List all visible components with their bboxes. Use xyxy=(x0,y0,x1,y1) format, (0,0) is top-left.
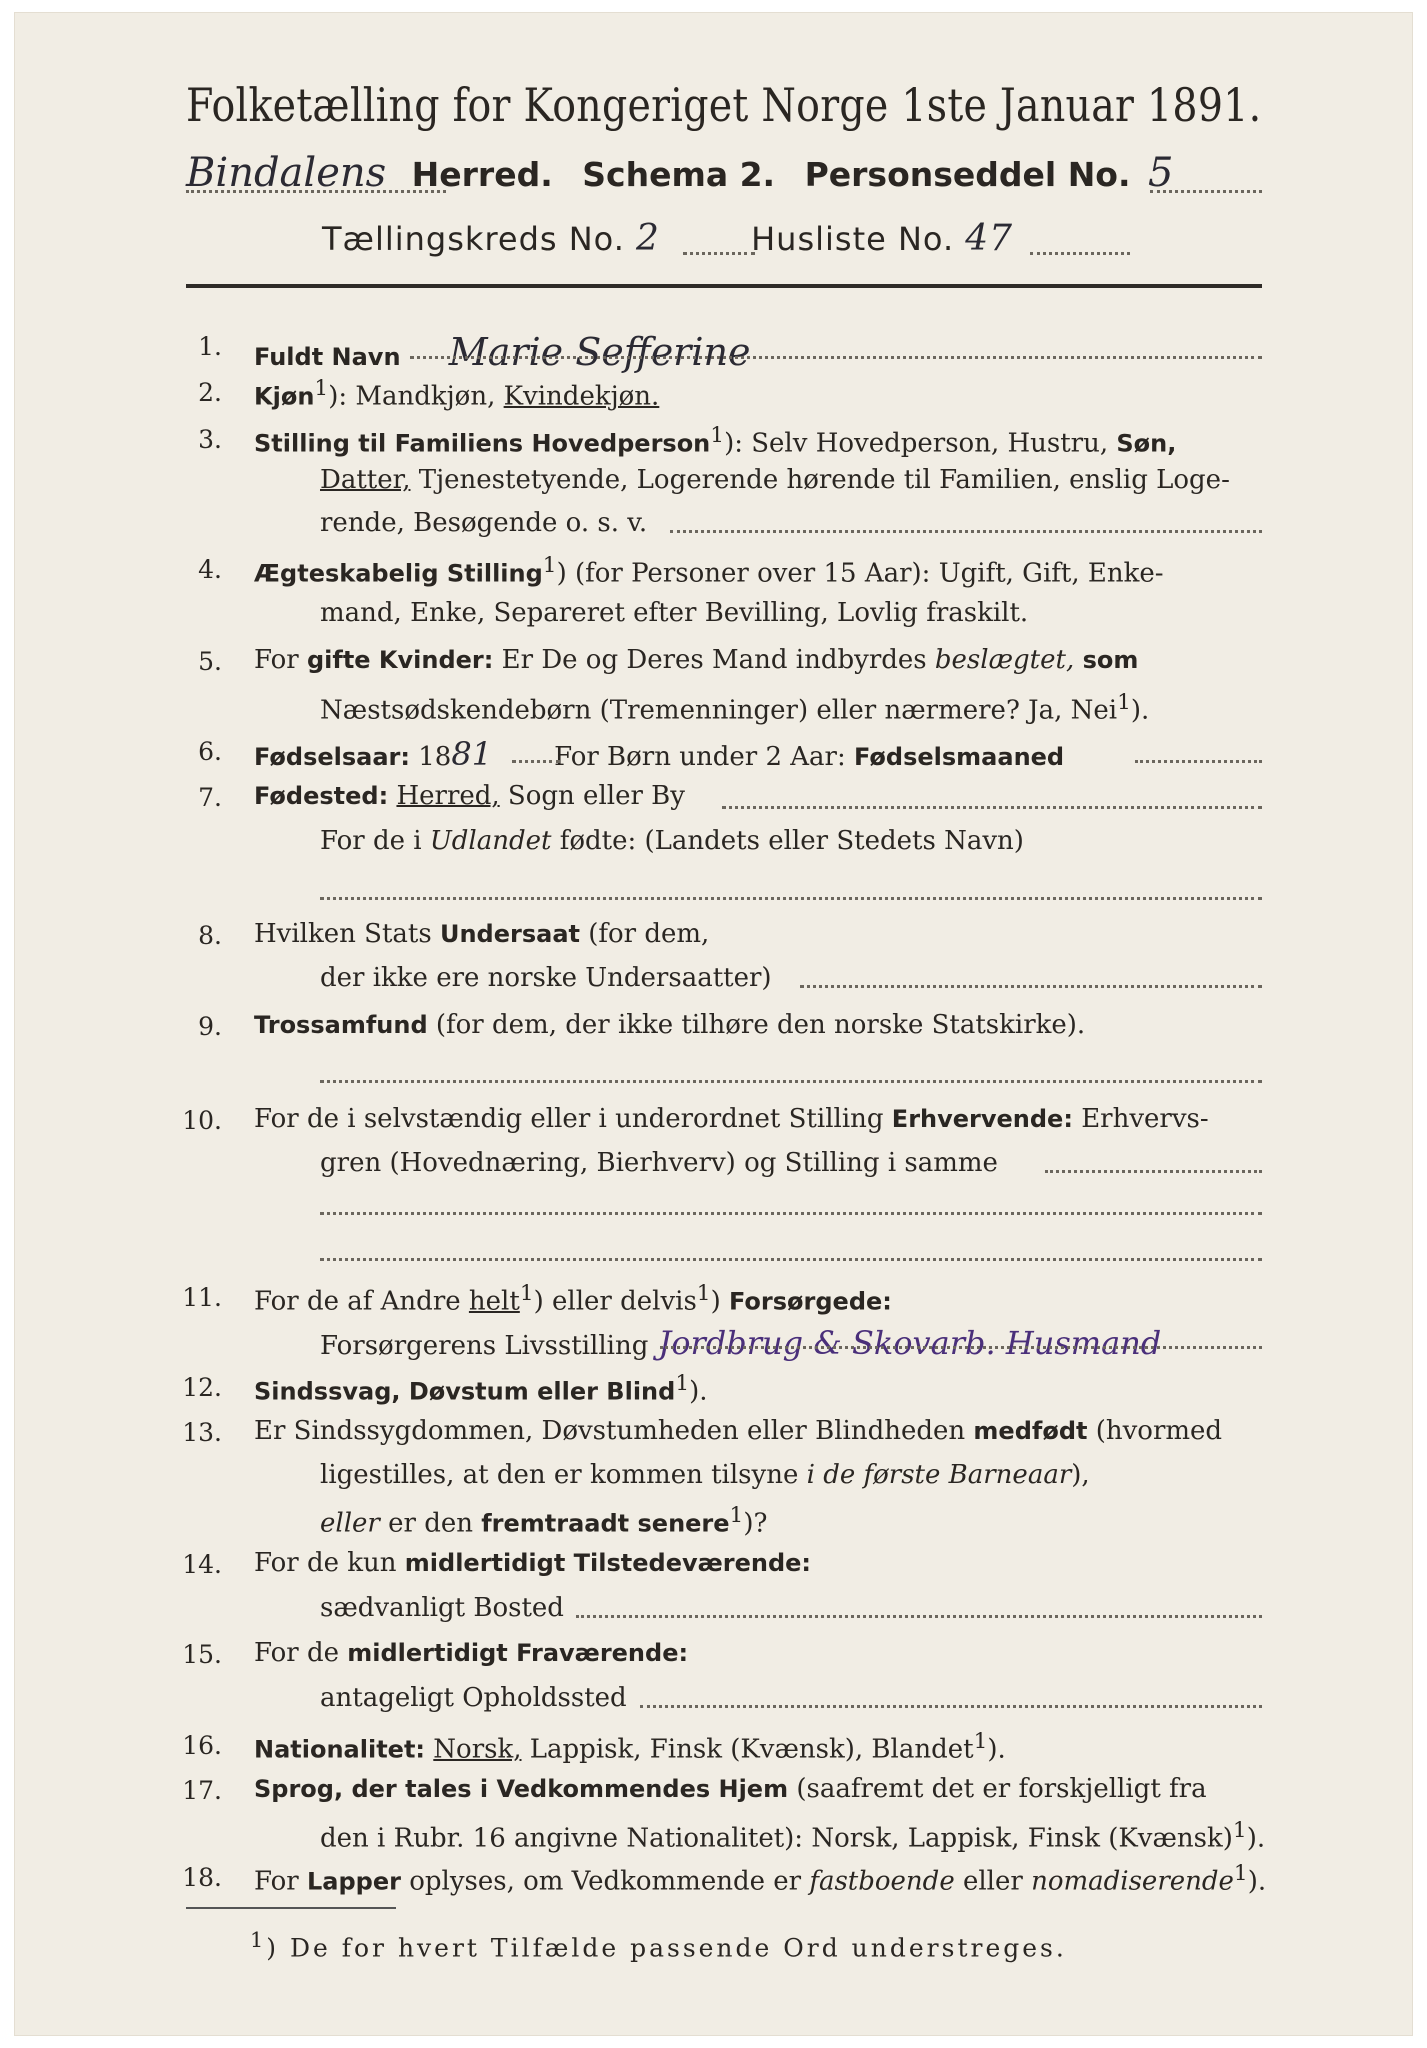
q3-line3: rende, Besøgende o. s. v. xyxy=(320,508,648,538)
q7-line2-rest: fødte: (Landets eller Stedets Navn) xyxy=(551,826,1024,856)
q13-line2-italic: i de første Barneaar xyxy=(806,1460,1072,1490)
tallingskreds-value: 2 xyxy=(636,218,660,259)
q13-pre: Er Sindssygdommen, Døvstumheden eller Blindheden xyxy=(254,1416,974,1446)
q18-pre: For xyxy=(254,1866,307,1897)
q8-line2: der ikke ere norske Undersaatter) xyxy=(320,963,772,993)
tallingskreds-dots xyxy=(683,252,755,255)
q3-son: Søn, xyxy=(1116,429,1177,458)
q10-number: 10. xyxy=(182,1106,222,1135)
q11-bold: Forsørgede: xyxy=(729,1287,892,1316)
q4-line2: mand, Enke, Separeret efter Bevilling, Lovlig fraskilt. xyxy=(320,598,1029,628)
q18-close: ). xyxy=(1247,1866,1267,1897)
q14-line1 xyxy=(254,1548,811,1578)
q9-line xyxy=(254,1010,1085,1040)
tallingskreds-label: Tællingskreds No. xyxy=(322,220,625,258)
q10-rest: Erhvervs- xyxy=(1072,1104,1209,1134)
q14-pre: For de kun xyxy=(254,1548,405,1578)
q7-label: Fødested: xyxy=(254,782,389,810)
q16-option: Norsk, xyxy=(433,1734,522,1765)
q8-line1 xyxy=(254,919,709,949)
q6-line xyxy=(254,735,1064,773)
q6-label2: Fødselsmaaned xyxy=(854,743,1065,771)
q3-line2 xyxy=(320,465,1230,495)
q18-bold: Lapper xyxy=(306,1867,401,1896)
q17-number: 17. xyxy=(182,1776,222,1805)
q16-rest: Lappisk, Finsk (Kvænsk), Blandet xyxy=(521,1734,974,1765)
q16-line xyxy=(254,1729,1006,1765)
q1-label: Fuldt Navn xyxy=(254,343,401,371)
q10-pre: For de i selvstændig eller i underordnet Stilling xyxy=(254,1104,892,1134)
husliste-label: Husliste No. xyxy=(751,220,955,258)
q5-line1 xyxy=(254,645,1138,675)
q16-number: 16. xyxy=(182,1731,222,1760)
q18-mid: oplyses, om Vedkommende er xyxy=(400,1866,810,1897)
q3-line2-rest: Tjenestetyende, Logerende hørende til Familien, enslig Loge- xyxy=(410,465,1230,495)
q8-number: 8. xyxy=(198,921,222,950)
q12-bold: Sindssvag, Døvstum eller Blind xyxy=(254,1377,676,1406)
q4-label: Ægteskabelig Stilling xyxy=(254,559,543,588)
q14-dots xyxy=(576,1615,1262,1618)
q18-sup: 1 xyxy=(1233,1861,1248,1886)
q2-sup: 1 xyxy=(314,376,329,401)
q6-mid: For Børn under 2 Aar: xyxy=(554,742,846,772)
q18-line xyxy=(254,1861,1266,1897)
q1-number: 1. xyxy=(198,332,222,361)
q13-line3-italic: eller xyxy=(320,1508,380,1539)
q11-number: 11. xyxy=(182,1283,222,1312)
q13-sup: 1 xyxy=(729,1503,744,1528)
q13-line2 xyxy=(320,1460,1090,1490)
q14-bold: midlertidigt Tilstedeværende: xyxy=(404,1549,812,1577)
q13-line3 xyxy=(320,1503,767,1539)
q1-dots xyxy=(410,356,1262,359)
q3-label: Stilling til Familiens Hovedperson xyxy=(254,429,711,458)
herred-label: Herred. xyxy=(411,155,553,194)
q7-line2-pre: For de i xyxy=(320,826,430,856)
q6-number: 6. xyxy=(198,737,222,766)
q13-line3-close: )? xyxy=(743,1508,768,1539)
q3-sup: 1 xyxy=(710,423,725,448)
q9-bold: Trossamfund xyxy=(254,1011,428,1039)
q10-line1 xyxy=(254,1104,1209,1134)
q14-line2: sædvanligt Bosted xyxy=(320,1593,564,1623)
q8-rest: (for dem, xyxy=(579,919,710,949)
q4-line1-rest: ) (for Personer over 15 Aar): Ugift, Gift, Enke- xyxy=(556,558,1164,589)
q5-number: 5. xyxy=(198,647,222,676)
q11-sup1: 1 xyxy=(519,1281,534,1306)
q5-line1-rest: Er De og Deres Mand indbyrdes xyxy=(493,645,935,675)
q16-sup: 1 xyxy=(973,1729,988,1754)
q13-line2-pre: ligestilles, at den er kommen tilsyne xyxy=(320,1460,807,1490)
q11-mid: ) eller delvis xyxy=(533,1286,697,1317)
footnote-sup: 1 xyxy=(250,1928,267,1952)
q13-line2-rest: ), xyxy=(1071,1460,1090,1490)
q17-rest: (saafremt det er forskjelligt fra xyxy=(788,1774,1207,1804)
q6-month-dots xyxy=(1135,760,1262,763)
q4-number: 4. xyxy=(198,555,222,584)
q3-dots xyxy=(670,530,1262,533)
q13-bold: medfødt xyxy=(973,1417,1088,1445)
q13-line3-mid: er den xyxy=(379,1508,482,1539)
q5-italic: beslægtet, xyxy=(934,645,1075,675)
q17-sup: 1 xyxy=(1232,1818,1247,1843)
q7-line2 xyxy=(320,826,1024,856)
q15-dots xyxy=(640,1705,1262,1708)
q6-label: Fødselsaar: xyxy=(254,743,410,771)
q11-sup2: 1 xyxy=(696,1281,711,1306)
q8-dots xyxy=(800,985,1262,988)
schema-label: Schema 2. xyxy=(582,155,776,194)
q7-line1 xyxy=(254,781,685,811)
q4-sup: 1 xyxy=(542,553,557,578)
q11-helt: helt xyxy=(468,1286,520,1317)
q5-close: ). xyxy=(1130,695,1150,726)
q15-line1 xyxy=(254,1638,688,1668)
q2-rest: ): Mandkjøn, xyxy=(328,381,504,412)
q7-option: Herred, xyxy=(396,781,500,811)
footnote-text: ) De for hvert Tilfælde passende Ord understreges. xyxy=(266,1933,1067,1963)
q10-dots3 xyxy=(320,1258,1262,1261)
q10-dots2 xyxy=(320,1212,1262,1215)
q17-line2-text: den i Rubr. 16 angivne Nationalitet): Norsk, Lappisk, Finsk (Kvænsk) xyxy=(320,1823,1233,1854)
q14-number: 14. xyxy=(182,1550,222,1579)
q13-line3-bold: fremtraadt senere xyxy=(481,1509,730,1538)
q10-line2: gren (Hovednæring, Bierhverv) og Stilling i samme xyxy=(320,1148,998,1178)
q11-dots xyxy=(660,1346,1262,1349)
q11-line2-text: Forsørgerens Livsstilling xyxy=(320,1331,649,1361)
q9-dots xyxy=(320,1080,1262,1083)
q7-line2-italic: Udlandet xyxy=(429,826,552,856)
q3-line1-rest: ): Selv Hovedperson, Hustru, xyxy=(724,428,1117,459)
q7-abroad-dots xyxy=(320,897,1262,900)
q18-italic1: fastboende xyxy=(809,1866,955,1897)
q11-value: Jordbrug & Skovarb. Husmand xyxy=(658,1324,1162,1362)
personseddel-value: 5 xyxy=(1148,150,1174,196)
q6-value: 81 xyxy=(451,735,493,773)
q6-prefix: 18 xyxy=(418,742,452,772)
q9-number: 9. xyxy=(198,1012,222,1041)
q10-dots1 xyxy=(1045,1170,1262,1173)
q2-line xyxy=(254,376,659,412)
q11-pre: For de af Andre xyxy=(254,1286,469,1317)
q11-line2 xyxy=(320,1324,1161,1362)
q5-sup: 1 xyxy=(1117,690,1131,715)
q15-number: 15. xyxy=(182,1640,222,1669)
form-title: Folketælling for Kongeriget Norge 1ste Januar 1891. xyxy=(186,78,1262,132)
q17-line1 xyxy=(254,1774,1207,1804)
q3-line1 xyxy=(254,423,1176,459)
q16-bold: Nationalitet: xyxy=(254,1735,426,1764)
q7-rest: Sogn eller By xyxy=(499,781,685,811)
footnote xyxy=(250,1928,1067,1962)
q6-year-dots xyxy=(512,760,560,763)
q2-option: Kvindekjøn. xyxy=(503,381,660,412)
q12-number: 12. xyxy=(182,1373,222,1402)
q5-bold: gifte Kvinder: xyxy=(306,646,494,674)
q11-close: ) xyxy=(710,1286,721,1317)
personseddel-label: Personseddel No. xyxy=(804,155,1131,194)
q5-som: som xyxy=(1074,646,1139,674)
q13-number: 13. xyxy=(182,1418,222,1447)
q7-number: 7. xyxy=(198,783,222,812)
q9-rest: (for dem, der ikke tilhøre den norske Statskirke). xyxy=(427,1010,1086,1040)
q18-mid2: eller xyxy=(954,1866,1032,1897)
q15-bold: midlertidigt Fraværende: xyxy=(347,1639,689,1667)
q17-line2 xyxy=(320,1818,1265,1854)
q3-number: 3. xyxy=(198,425,222,454)
q8-pre: Hvilken Stats xyxy=(254,919,440,949)
q12-line xyxy=(254,1371,708,1407)
q2-number: 2. xyxy=(198,378,222,407)
q7-dots xyxy=(722,806,1262,809)
q12-close: ). xyxy=(689,1376,708,1407)
q1-value: Marie Sefferine xyxy=(448,330,751,374)
q3-datter: Datter, xyxy=(320,465,411,495)
q18-italic2: nomadiserende xyxy=(1031,1866,1234,1897)
q5-pre: For xyxy=(254,645,307,675)
q17-bold: Sprog, der tales i Vedkommendes Hjem xyxy=(254,1775,789,1803)
personseddel-dots xyxy=(1150,190,1262,193)
husliste-value: 47 xyxy=(965,218,1014,259)
q5-line2 xyxy=(320,690,1149,726)
q12-sup: 1 xyxy=(675,1371,690,1396)
herred-dots xyxy=(186,190,446,193)
q15-pre: For de xyxy=(254,1638,348,1668)
footnote-rule xyxy=(186,1907,396,1909)
q18-number: 18. xyxy=(182,1863,222,1892)
q8-bold: Undersaat xyxy=(439,920,580,948)
q13-line1 xyxy=(254,1416,1222,1446)
q10-bold: Erhvervende: xyxy=(891,1105,1073,1133)
q4-line1 xyxy=(254,553,1164,589)
q17-close: ). xyxy=(1246,1823,1266,1854)
q15-line2: antageligt Opholdssted xyxy=(320,1683,627,1713)
tallingskreds-line xyxy=(322,218,1013,259)
q1-line xyxy=(254,330,750,374)
herred-value: Bindalens xyxy=(186,150,387,196)
q11-line1 xyxy=(254,1281,892,1317)
q2-label: Kjøn xyxy=(254,382,315,411)
q5-line2-text: Næstsødskendebørn (Tremenninger) eller nærmere? Ja, Nei xyxy=(320,695,1118,726)
header-rule xyxy=(186,284,1262,288)
q16-close: ). xyxy=(987,1734,1006,1765)
husliste-dots xyxy=(1030,252,1130,255)
q13-rest: (hvormed xyxy=(1087,1416,1223,1446)
